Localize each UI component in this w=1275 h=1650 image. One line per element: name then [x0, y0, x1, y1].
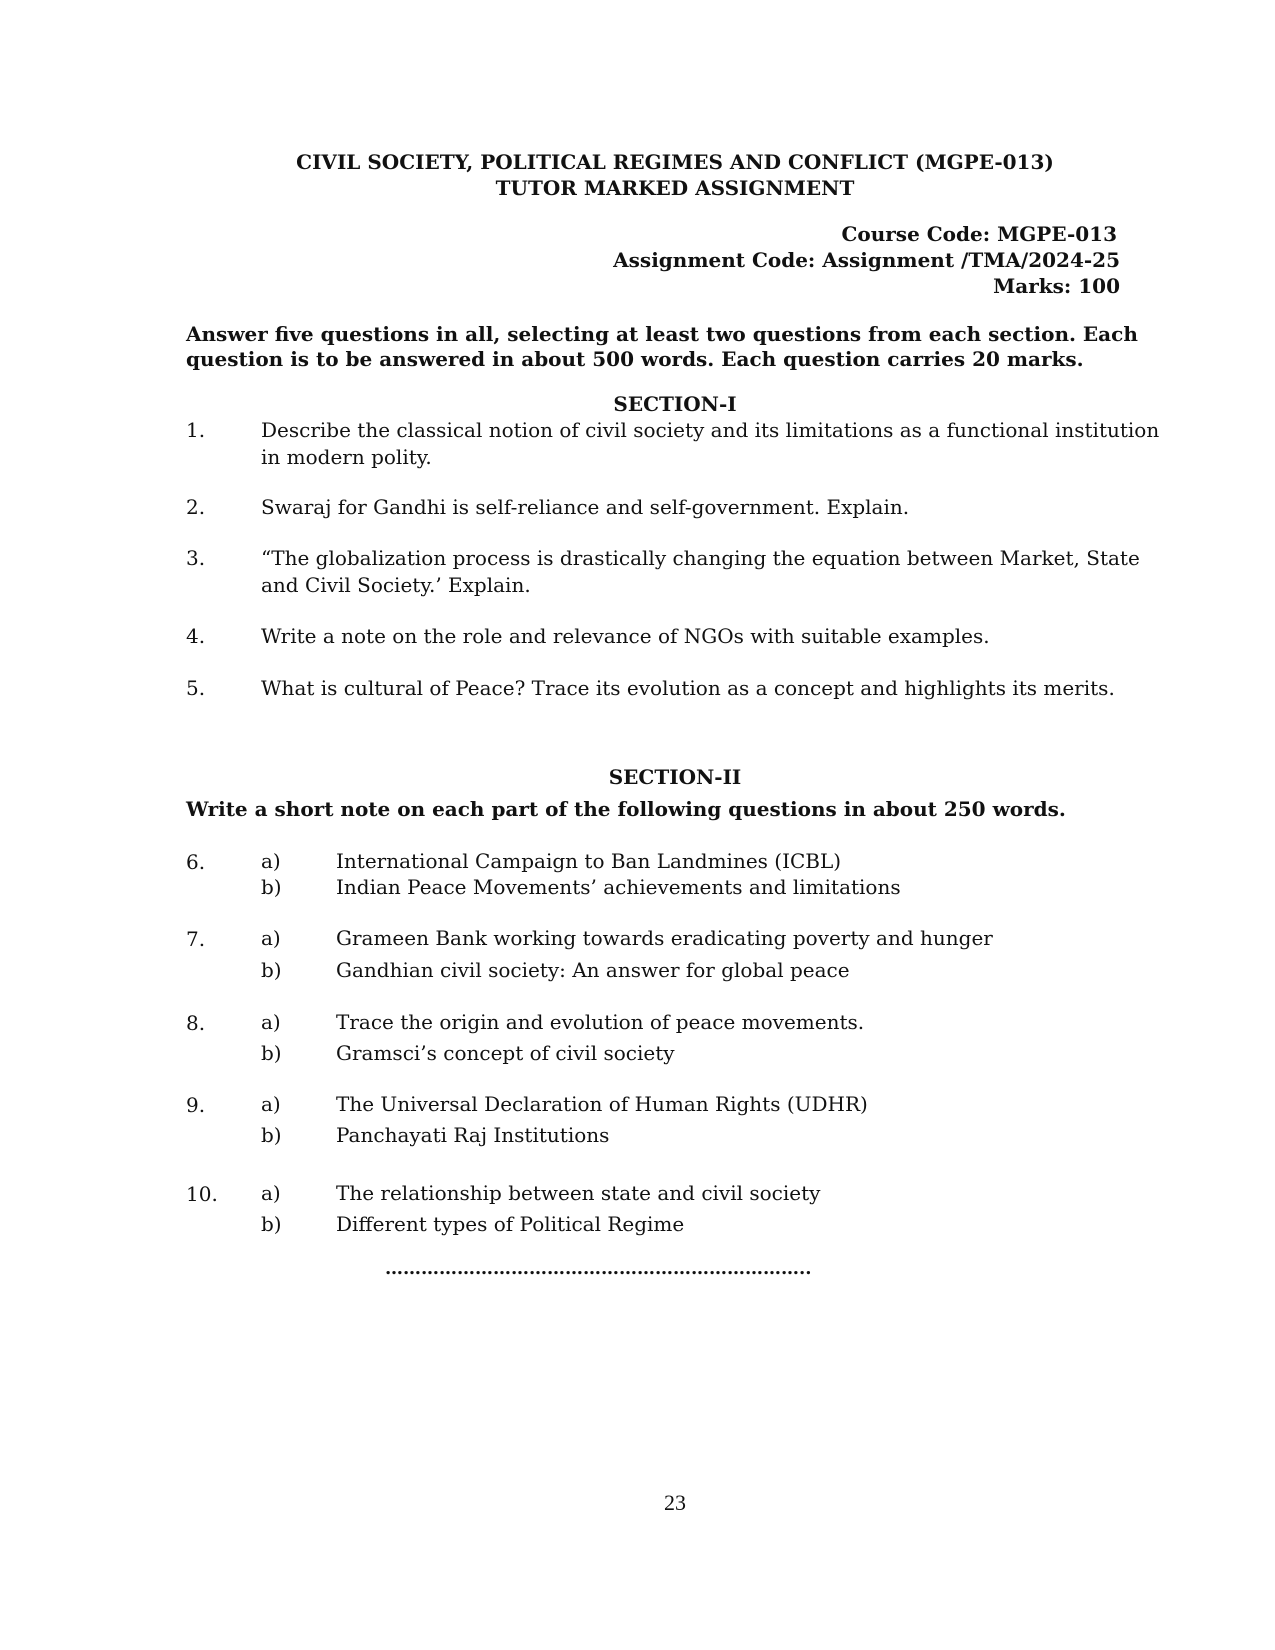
question-number: 8.	[186, 1011, 206, 1035]
section-2-heading: SECTION-II	[608, 765, 742, 789]
part-label: b)	[261, 1212, 282, 1236]
document-subtitle: TUTOR MARKED ASSIGNMENT	[495, 176, 855, 200]
part-label: b)	[261, 1123, 282, 1147]
question-number: 4.	[186, 624, 206, 648]
question-number: 7.	[186, 927, 206, 951]
document-title: CIVIL SOCIETY, POLITICAL REGIMES AND CONFLICT (MGPE-013)	[296, 150, 1054, 174]
part-text: Trace the origin and evolution of peace movements.	[336, 1010, 865, 1034]
part-text: The Universal Declaration of Human Rights (UDHR)	[336, 1092, 868, 1116]
part-label: b)	[261, 875, 282, 899]
part-label: a)	[261, 1181, 281, 1205]
part-text: The relationship between state and civil society	[336, 1181, 821, 1205]
question-text: What is cultural of Peace? Trace its evolution as a concept and highlights its merits.	[261, 676, 1115, 700]
part-label: a)	[261, 849, 281, 873]
part-text: Different types of Political Regime	[336, 1212, 685, 1236]
assignment-code: Assignment Code: Assignment /TMA/2024-25	[613, 248, 1120, 272]
question-text: Write a note on the role and relevance of NGOs with suitable examples.	[261, 624, 990, 648]
course-code: Course Code: MGPE-013	[841, 222, 1117, 246]
part-text: Grameen Bank working towards eradicating poverty and hunger	[336, 926, 993, 950]
part-text: Indian Peace Movements’ achievements and limitations	[336, 875, 901, 899]
question-number: 9.	[186, 1093, 206, 1117]
question-number: 3.	[186, 546, 206, 570]
part-label: b)	[261, 958, 282, 982]
question-text: “The globalization process is drastically changing the equation between Market, State and Civil Society.’ Explain.	[261, 546, 1140, 597]
part-text: Gramsci’s concept of civil society	[336, 1041, 675, 1065]
part-text: Panchayati Raj Institutions	[336, 1123, 610, 1147]
question-number: 5.	[186, 676, 206, 700]
marks: Marks: 100	[993, 274, 1120, 298]
part-text: International Campaign to Ban Landmines (ICBL)	[336, 849, 842, 873]
part-label: b)	[261, 1041, 282, 1065]
question-text: Describe the classical notion of civil society and its limitations as a functional institution in modern polity.	[261, 418, 1160, 469]
end-of-document-dots: ……………………………………………………………..	[385, 1258, 812, 1279]
question-number: 2.	[186, 495, 206, 519]
part-label: a)	[261, 926, 281, 950]
part-label: a)	[261, 1010, 281, 1034]
section-2-instruction: Write a short note on each part of the following questions in about 250 words.	[186, 797, 1066, 821]
part-label: a)	[261, 1092, 281, 1116]
part-text: Gandhian civil society: An answer for global peace	[336, 958, 850, 982]
question-text: Swaraj for Gandhi is self-reliance and self-government. Explain.	[261, 495, 910, 519]
question-number: 10.	[186, 1182, 218, 1206]
page-number: 23	[664, 1490, 686, 1515]
general-instructions: Answer five questions in all, selecting at least two questions from each section. Each question is to be answered in about 500 words. Each question carries 20 marks.	[186, 322, 1138, 371]
section-1-heading: SECTION-I	[613, 392, 737, 416]
question-number: 1.	[186, 418, 206, 442]
question-number: 6.	[186, 850, 206, 874]
